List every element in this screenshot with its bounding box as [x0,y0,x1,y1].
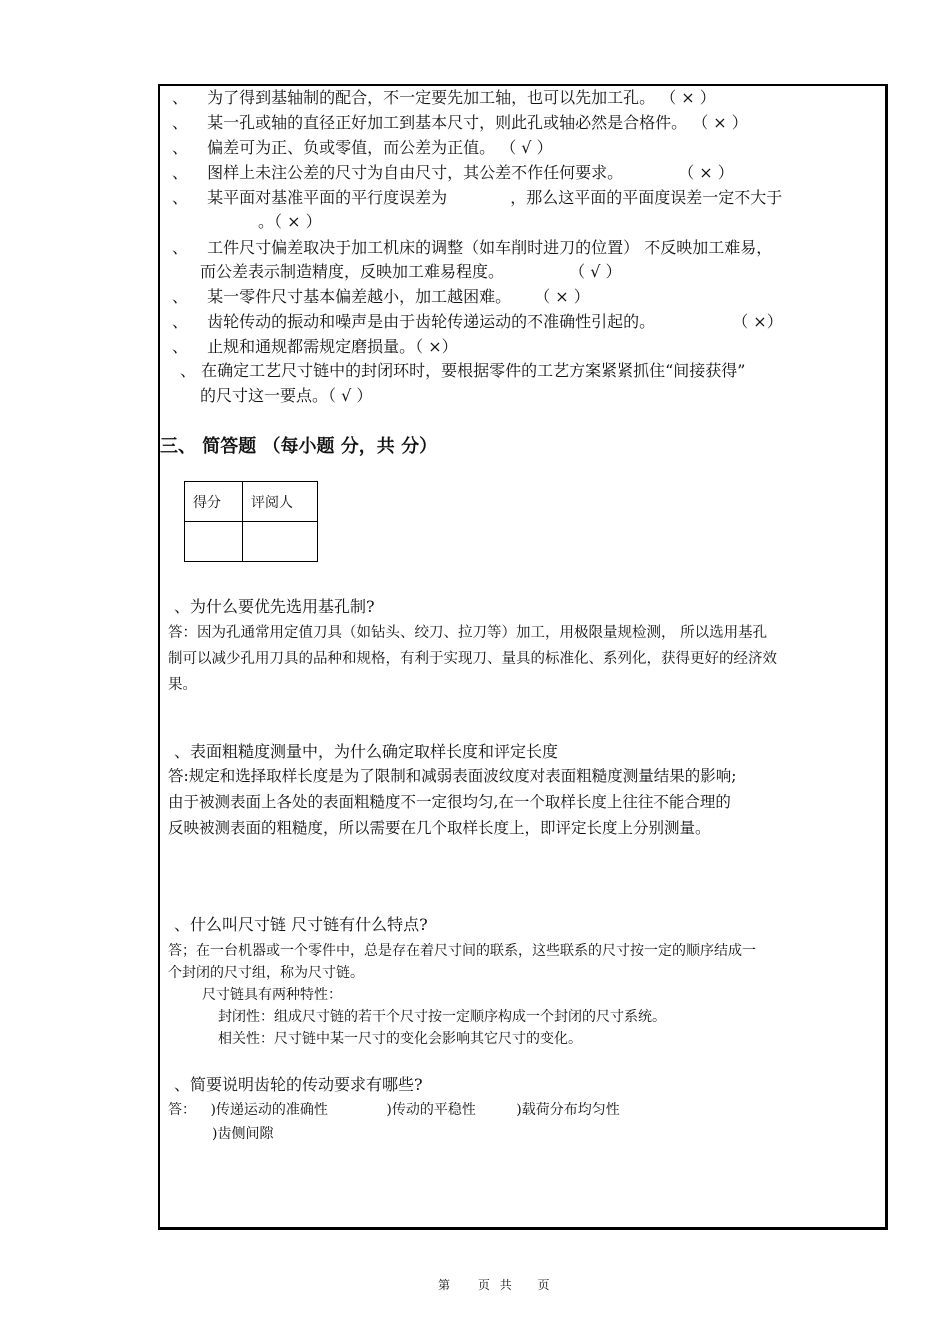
bullet: 、 [172,113,189,132]
tf-item-4 [172,163,734,183]
tf-text: 某平面对基准平面的平行度误差为 [207,188,448,207]
tf-text: 某一孔或轴的直径正好加工到基本尺寸，则此孔或轴必然是合格件。 [207,113,688,132]
answer-prefix: 答： [168,1102,196,1118]
tf-text: 止规和通规都需规定磨损量。（ ×） [207,337,458,356]
tf-mark: （ × ） [678,163,734,182]
answer-item: )传递运动的准确性 [210,1102,328,1118]
bullet: 、 [172,163,189,182]
footer-text: 共 [499,1278,512,1292]
reviewer-cell [243,522,318,562]
tf-mark: （ × ） [692,113,748,132]
answer-line: 相关性：尺寸链中某一尺寸的变化会影响其它尺寸的变化。 [218,1031,582,1047]
tf-item-9 [172,337,458,357]
tf-text: 在确定工艺尺寸链中的封闭环时，要根据零件的工艺方案紧紧抓住“间接获得” [201,361,746,380]
tf-text: 而公差表示制造精度，反映加工难易程度。 [200,262,505,281]
tf-item-5 [172,188,782,208]
tf-text: ，那么这平面的平面度误差一定不大于 [510,188,783,207]
answer-4 [168,1099,620,1121]
tf-text: 某一零件尺寸基本偏差越小，加工越困难。 [207,287,512,306]
tf-item-2 [172,113,748,133]
tf-item-6 [172,238,772,258]
footer-text: 第 [438,1278,451,1292]
tf-text: 齿轮传动的振动和噪声是由于齿轮传递运动的不准确性引起的。 [207,312,656,331]
answer-line: 由于被测表面上各处的表面粗糙度不一定很均匀,在一个取样长度上往往不能合理的 [168,793,731,811]
tf-text: 工件尺寸偏差取决于加工机床的调整（如车削时进刀的位置） 不反映加工难易， [207,238,773,257]
tf-item-8 [172,312,783,332]
score-cell [185,522,243,562]
bullet: 、 [172,138,189,157]
answer-item: )传动的平稳性 [386,1102,476,1118]
answer-item: )齿侧间隙 [212,1126,274,1142]
answer-3 [168,940,756,1050]
footer-text: 页 [537,1278,550,1292]
answer-line: 答:规定和选择取样长度是为了限制和减弱表面波纹度对表面粗糙度测量结果的影响; [168,767,737,785]
question-2: 、表面粗糙度测量中，为什么确定取样长度和评定长度 [174,742,559,761]
answer-line: 个封闭的尺寸组，称为尺寸链。 [168,965,364,981]
tf-mark: （ √ ） [569,262,622,281]
bullet: 、 [172,188,189,207]
page-footer [438,1276,550,1293]
answer-item: )载荷分布均匀性 [516,1102,620,1118]
score-header: 得分 [185,482,243,522]
tf-text: 图样上未注公差的尺寸为自由尺寸，其公差不作任何要求。 [207,163,624,182]
bullet: 、 [172,238,189,257]
bullet: 、 [172,337,189,356]
tf-item-3 [172,138,553,158]
question-3: 、什么叫尺寸链 尺寸链有什么特点? [174,915,428,934]
tf-mark: （ √ ） [500,138,553,157]
answer-line: 果。 [168,677,197,693]
bullet: 、 [172,88,189,107]
score-table [184,481,318,562]
tf-text: 为了得到基轴制的配合，不一定要先加工轴，也可以先加工孔。 [207,88,656,107]
answer-2 [168,763,736,841]
reviewer-header: 评阅人 [243,482,318,522]
bullet: 、 [180,361,197,380]
answer-1 [168,620,777,698]
answer-line: 答：因为孔通常用定值刀具（如钻头、绞刀、拉刀等）加工，用极限量规检测， 所以选用基孔 [168,625,768,641]
answer-line: 反映被测表面的粗糙度，所以需要在几个取样长度上，即评定长度上分别测量。 [168,819,711,837]
answer-line: 制可以减少孔用刀具的品种和规格，有利于实现刀、量具的标准化、系列化，获得更好的经济效 [168,651,777,667]
tf-item-1 [172,88,716,108]
section-heading: 三、 简答题 （每小题 分，共 分） [160,436,438,457]
question-4: 、简要说明齿轮的传动要求有哪些? [174,1075,423,1094]
bullet: 、 [172,312,189,331]
question-1: 、为什么要优先选用基孔制? [174,597,375,616]
tf-item-7 [172,287,590,307]
tf-mark: （ ×） [732,312,783,331]
answer-line: 封闭性：组成尺寸链的若干个尺寸按一定顺序构成一个封闭的尺寸系统。 [218,1009,666,1025]
tf-item-10-line2: 的尺寸这一要点。（ √ ） [200,386,373,405]
bullet: 、 [172,287,189,306]
footer-text: 页 [477,1278,490,1292]
answer-line: 答；在一台机器或一个零件中，总是存在着尺寸间的联系，这些联系的尺寸按一定的顺序结成一 [168,943,756,959]
tf-item-10 [180,361,745,381]
tf-mark: （ × ） [660,88,716,107]
tf-text: 偏差可为正、负或零值，而公差为正值。 [207,138,496,157]
answer-line: 尺寸链具有两种特性： [202,987,342,1003]
tf-item-5-line2: 。（ × ） [258,212,322,231]
tf-mark: （ × ） [534,287,590,306]
tf-item-6-line2 [200,262,621,282]
